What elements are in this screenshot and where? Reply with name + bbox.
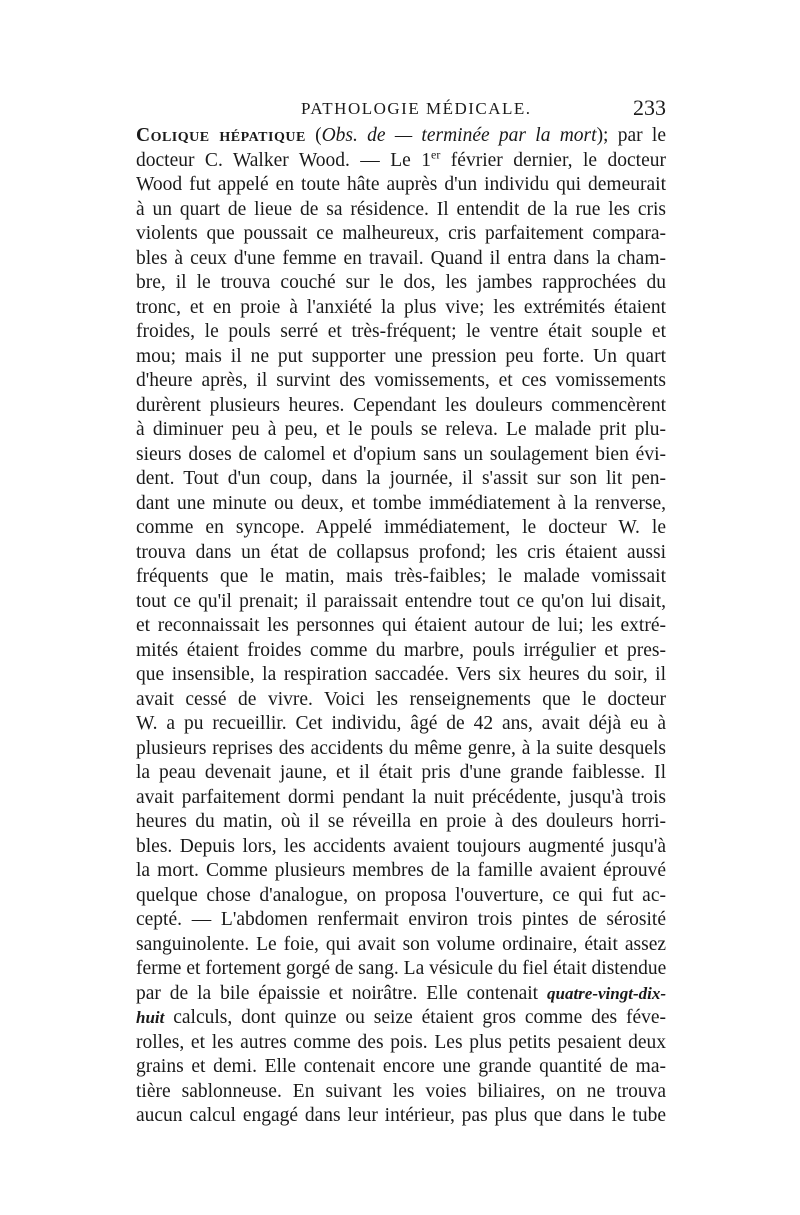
text-line: à un quart de lieue de sa résidence. Il entendit de la rue les cris: [136, 198, 666, 220]
text-line: sieurs doses de calomel et d'opium sans un soulagement bien évi-: [136, 443, 666, 465]
text-line: Wood fut appelé en toute hâte auprès d'un individu qui demeurait: [136, 174, 666, 195]
text-line: tière sablonneuse. En suivant les voies biliaires, on ne trouva: [136, 1080, 666, 1102]
text-line: dent. Tout d'un coup, dans la journée, il s'assit sur son lit pen-: [136, 468, 666, 489]
article-heading: Colique hépatique: [136, 125, 306, 146]
text-line: fréquents que le matin, mais très-faibles; le malade vomissait: [136, 566, 666, 587]
calculus-count-italic: quatre-vingt-dix-: [547, 983, 666, 1003]
page-number: 233: [633, 95, 666, 120]
line-segment: docteur C. Walker Wood. — Le 1: [136, 149, 432, 171]
text-line: avait cessé de vivre. Voici les renseignements que le docteur: [136, 688, 666, 710]
text-line: bles à ceux d'une femme en travail. Quand il entra dans la cham-: [136, 247, 666, 269]
text-line: bre, il le trouva couché sur le dos, les jambes rapprochées du: [136, 272, 666, 293]
text-line: comme en syncope. Appelé immédiatement, le docteur W. le: [136, 517, 666, 538]
article-body: [136, 124, 666, 1129]
text-line: cepté. — L'abdomen renfermait environ trois pintes de sérosité: [136, 909, 666, 930]
text-line: d'heure après, il survint des vomissements, et ces vomissements: [136, 370, 666, 391]
text-line: ferme et fortement gorgé de sang. La vésicule du fiel était distendue: [136, 958, 667, 979]
heading-tail: ); par le: [596, 125, 666, 146]
text-line: sanguinolente. Le foie, qui avait son volume ordinaire, était assez: [136, 933, 666, 955]
text-line: avait parfaitement dormi pendant la nuit précédente, jusqu'à trois: [136, 786, 666, 808]
text-line: plusieurs reprises des accidents du même genre, à la suite desquels: [136, 737, 666, 759]
text-line: [136, 1006, 666, 1031]
text-line: rolles, et les autres comme des pois. Les plus petits pesaient deux: [136, 1031, 666, 1053]
line-segment: par de la bile épaissie et noirâtre. Elle contenait: [136, 982, 547, 1004]
text-line-heading: [136, 124, 666, 149]
text-line: bles. Depuis lors, les accidents avaient toujours augmenté jusqu'à: [136, 835, 666, 857]
line-segment: février dernier, le docteur: [440, 149, 666, 171]
text-line: grains et demi. Elle contenait encore une grande quantité de ma-: [136, 1056, 666, 1077]
text-line: dant une minute ou deux, et tombe immédiatement à la renverse,: [136, 492, 666, 514]
heading-paren: (: [305, 125, 322, 146]
text-line: [136, 982, 666, 1007]
text-line: la peau devenait jaune, et il était pris d'une grande faiblesse. Il: [136, 762, 666, 783]
text-line: durèrent plusieurs heures. Cependant les douleurs commencèrent: [136, 394, 666, 416]
running-title: PATHOLOGIE MÉDICALE.: [301, 99, 532, 118]
text-line: à diminuer peu à peu, et le pouls se releva. Le malade prit plu-: [136, 419, 666, 440]
line-segment: calculs, dont quinze ou seize étaient gros comme des féve-: [164, 1007, 666, 1028]
text-line: la mort. Comme plusieurs membres de la famille avaient éprouvé: [136, 860, 666, 881]
text-line: froides, le pouls serré et très-fréquent; le ventre était souple et: [136, 321, 666, 342]
text-line: que insensible, la respiration saccadée. Vers six heures du soir, il: [136, 664, 666, 685]
text-line: et reconnaissait les personnes qui étaient autour de lui; les extré-: [136, 615, 666, 636]
text-line: violents que poussait ce malheureux, cris parfaitement compara-: [136, 223, 666, 244]
text-line: mités étaient froides comme du marbre, pouls irrégulier et pres-: [136, 639, 666, 661]
ordinal-superscript: er: [431, 147, 441, 161]
observation-note: Obs. de — terminée par la mort: [321, 125, 597, 146]
text-line: quelque chose d'analogue, on proposa l'ouverture, ce qui fut ac-: [136, 884, 666, 906]
running-head: [136, 96, 666, 122]
text-line: trouva dans un état de collapsus profond; les cris étaient aussi: [136, 541, 666, 563]
text-line: tout ce qu'il prenait; il paraissait entendre tout ce qu'on lui disait,: [136, 590, 666, 612]
calculus-count-italic-end: huit: [136, 1008, 165, 1027]
text-line: mou; mais il ne put supporter une pression peu forte. Un quart: [136, 345, 666, 367]
text-line: W. a pu recueillir. Cet individu, âgé de 42 ans, avait déjà eu à: [136, 713, 666, 734]
text-line: heures du matin, où il se réveilla en proie à des douleurs horri-: [136, 811, 666, 832]
text-line: aucun calcul engagé dans leur intérieur, pas plus que dans le tube: [136, 1105, 666, 1126]
text-line: [136, 149, 666, 174]
text-line: tronc, et en proie à l'anxiété la plus vive; les extrémités étaient: [136, 296, 666, 318]
